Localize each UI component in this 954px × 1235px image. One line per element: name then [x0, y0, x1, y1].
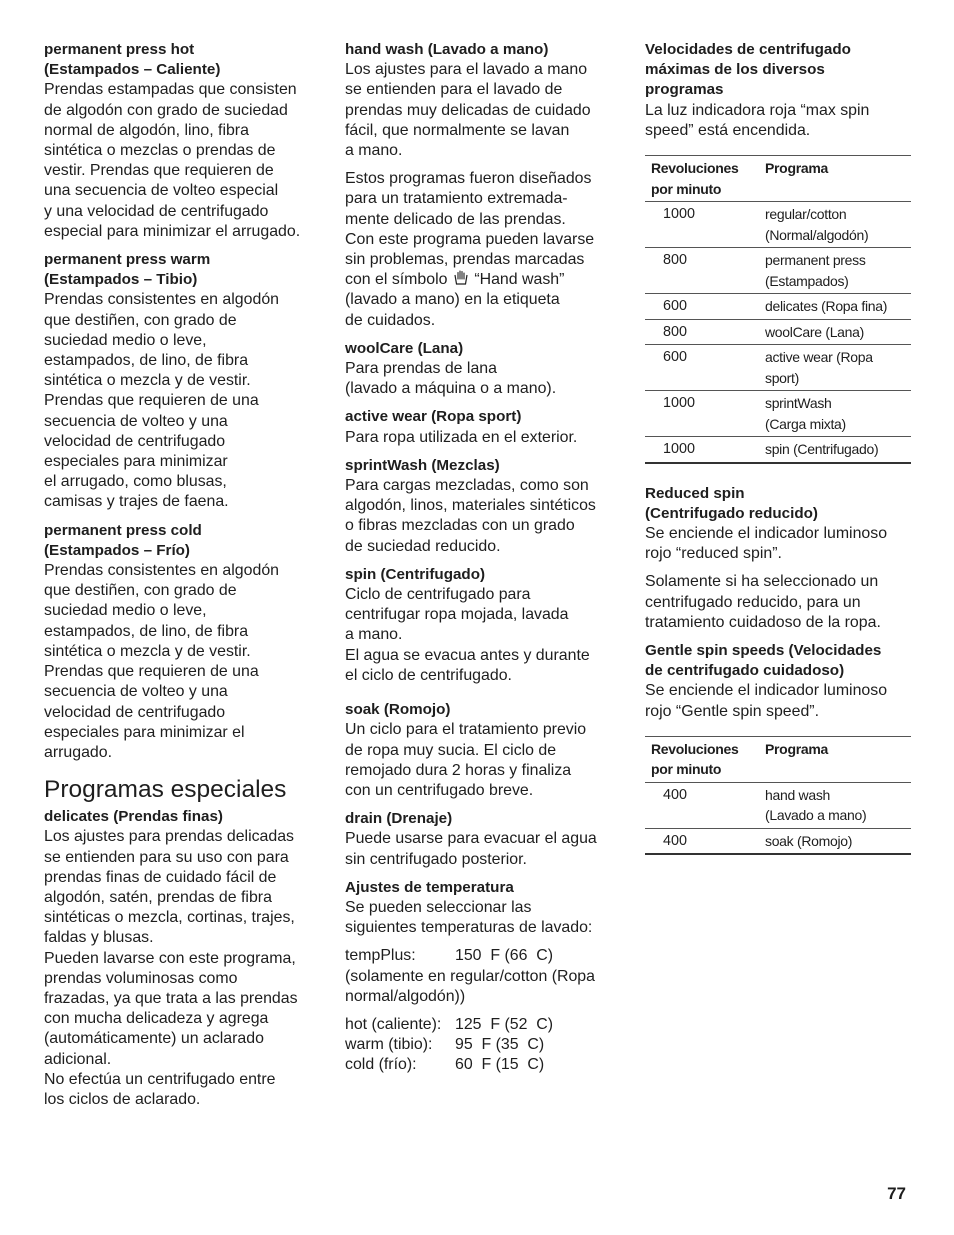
symbol-text-before: con el símbolo — [345, 271, 448, 289]
section-drain — [345, 809, 613, 870]
heading-max-spin — [645, 40, 911, 101]
text-line: Para cargas mezcladas, como son — [345, 477, 589, 495]
rpm-cell: 1000 — [645, 202, 749, 248]
text-line: sintética o mezcla y de vestir. — [44, 642, 251, 660]
heading-permanent-press-warm — [44, 250, 316, 290]
temperature-value: 125 F (52 C) — [455, 1015, 554, 1033]
heading-active-wear: active wear (Ropa sport) — [345, 408, 522, 426]
programa-cell — [749, 345, 911, 391]
text-line: suciedad medio o leve, — [44, 602, 207, 620]
text-line: Reduced spin — [645, 484, 745, 502]
body-woolcare — [345, 359, 613, 399]
section-permanent-press-cold — [44, 521, 316, 763]
text-line: Para prendas de lana — [345, 360, 497, 378]
rpm-cell: 600 — [645, 294, 749, 320]
tempplus-note — [345, 967, 613, 1007]
text-line: remojado dura 2 horas y finaliza — [345, 761, 572, 779]
header-programa: Programa — [749, 156, 911, 202]
text-line: adicional. — [44, 1050, 112, 1068]
text-line: a mano. — [345, 142, 403, 160]
text-line: frazadas, ya que trata a las prendas — [44, 989, 298, 1007]
section-max-spin — [645, 40, 911, 141]
gentle-spin-table — [645, 736, 911, 856]
text-line: (lavado a mano) en la etiqueta — [345, 291, 560, 309]
section-hand-wash — [345, 40, 613, 331]
heading-line: permanent press hot — [44, 41, 195, 58]
temperature-label: hot (caliente): — [345, 1015, 442, 1033]
text-line: Solamente si ha seleccionado un — [645, 573, 879, 591]
text-line: algodón, satén, prendas de fibra — [44, 888, 272, 906]
body-max-spin — [645, 101, 911, 141]
hand-wash-symbol-line — [345, 270, 613, 290]
programa-line: (Lavado a mano) — [765, 807, 867, 824]
temperature-label: warm (tibio): — [345, 1036, 433, 1054]
text-line: se entienden para su uso con para — [44, 848, 289, 866]
heading-line: (Estampados – Tibio) — [44, 271, 198, 289]
text-line: Velocidades de centrifugado — [645, 41, 851, 58]
text-line: Prendas que requieren de una — [44, 392, 259, 410]
body-spin — [345, 585, 613, 686]
rpm-cell: 1000 — [645, 391, 749, 437]
text-line: arrugado. — [44, 743, 113, 761]
section-temperature — [345, 878, 613, 1076]
text-line: Un ciclo para el tratamiento previo — [345, 721, 587, 739]
programa-line: active wear (Ropa — [765, 349, 873, 366]
body-sprintwash — [345, 476, 613, 557]
programa-line: (Carga mixta) — [765, 415, 846, 432]
text-line: Pueden lavarse con este programa, — [44, 949, 296, 967]
text-line: suciedad medio o leve, — [44, 331, 207, 349]
programa-line: regular/cotton — [765, 206, 847, 223]
body-reduced-spin — [645, 524, 911, 564]
header-programa: Programa — [749, 736, 911, 782]
section-spin — [345, 565, 613, 686]
body-hand-wash — [345, 60, 613, 161]
text-line: Para ropa utilizada en el exterior. — [345, 428, 578, 446]
body-drain — [345, 829, 613, 869]
table-row — [645, 437, 911, 463]
section-active-wear — [345, 407, 613, 447]
text-line: Prendas consistentes en algodón — [44, 562, 279, 580]
text-line: Los ajustes para el lavado a mano — [345, 61, 588, 79]
text-line: programas — [645, 81, 724, 99]
text-line: Los ajustes para prendas delicadas — [44, 828, 294, 846]
tempplus-row — [345, 946, 613, 966]
text-line: y una velocidad de centrifugado — [44, 202, 269, 220]
programa-cell — [749, 437, 911, 463]
table-row — [645, 294, 911, 320]
text-line: La luz indicadora roja “max spin — [645, 101, 870, 119]
heading-temperature: Ajustes de temperatura — [345, 878, 514, 896]
text-line: secuencia de volteo y una — [44, 683, 228, 701]
section-title-programas-especiales: Programas especiales — [44, 776, 287, 804]
table-row — [645, 345, 911, 391]
text-line: (solamente en regular/cotton (Ropa — [345, 967, 595, 985]
body-gentle-spin — [645, 681, 911, 721]
text-line: una secuencia de volteo especial — [44, 182, 279, 200]
heading-delicates: delicates (Prendas finas) — [44, 808, 223, 826]
text-line: Con este programa pueden lavarse — [345, 230, 595, 248]
rpm-cell: 800 — [645, 319, 749, 345]
body-lines — [345, 169, 613, 270]
temperature-value: 95 F (35 C) — [455, 1036, 545, 1054]
programa-cell — [749, 319, 911, 345]
text-line: sintética o mezcla y de vestir. — [44, 372, 251, 390]
heading-reduced-spin — [645, 484, 911, 524]
programa-line: spin (Centrifugado) — [765, 441, 879, 458]
text-line: normal de algodón, lino, fibra — [44, 121, 249, 139]
text-line: secuencia de volteo y una — [44, 412, 228, 430]
text-line: (automáticamente) un aclarado — [44, 1030, 264, 1048]
text-line: especiales para minimizar el — [44, 723, 245, 741]
column-2 — [345, 40, 613, 1084]
table-row — [645, 248, 911, 294]
text-line: especiales para minimizar — [44, 453, 228, 471]
body-soak — [345, 720, 613, 801]
table-row — [645, 828, 911, 854]
text-line: Se enciende el indicador luminoso — [645, 524, 888, 542]
text-line: máximas de los diversos — [645, 61, 825, 79]
temperature-label: cold (frío): — [345, 1056, 417, 1074]
table-row — [645, 319, 911, 345]
text-line: camisas y trajes de faena. — [44, 493, 229, 511]
text-line: o fibras mezcladas con un grado — [345, 517, 575, 535]
text-line: prendas muy delicadas de cuidado — [345, 101, 591, 119]
text-line: tratamiento cuidadoso de la ropa. — [645, 613, 881, 631]
column-1 — [44, 40, 316, 1118]
page-number: 77 — [887, 1184, 906, 1203]
body-reduced-spin-2 — [645, 572, 911, 633]
heading-spin: spin (Centrifugado) — [345, 565, 486, 583]
text-line: de centrifugado cuidadoso) — [645, 662, 845, 680]
temperature-list — [345, 1015, 613, 1076]
text-line: Estos programas fueron diseñados — [345, 170, 592, 188]
body-active-wear — [345, 428, 613, 448]
text-line: centrifugado reducido, para un — [645, 593, 861, 611]
body-temperature — [345, 898, 613, 938]
section-permanent-press-hot — [44, 40, 316, 242]
tempplus-label: tempPlus: — [345, 947, 416, 965]
body-delicates — [44, 827, 316, 1110]
text-line: centrifugar ropa mojada, lavada — [345, 606, 569, 624]
text-line: faldas y blusas. — [44, 929, 154, 947]
programa-cell — [749, 202, 911, 248]
text-line: Prendas estampadas que consisten — [44, 81, 297, 99]
text-line: siguientes temperaturas de lavado: — [345, 919, 593, 937]
programa-cell — [749, 248, 911, 294]
text-line: (lavado a máquina o a mano). — [345, 380, 557, 398]
heading-woolcare: woolCare (Lana) — [345, 339, 464, 357]
text-line: sin centrifugado posterior. — [345, 850, 527, 868]
rpm-cell: 1000 — [645, 437, 749, 463]
section-woolcare — [345, 339, 613, 400]
symbol-text-after: “Hand wash” — [474, 271, 565, 289]
text-line: a mano. — [345, 626, 403, 644]
heading-line: permanent press cold — [44, 521, 202, 539]
text-line: prendas voluminosas como — [44, 969, 238, 987]
programa-cell — [749, 391, 911, 437]
section-permanent-press-warm — [44, 250, 316, 513]
heading-sprintwash: sprintWash (Mezclas) — [345, 456, 500, 474]
text-line: sin problemas, prendas marcadas — [345, 251, 585, 269]
column-3 — [645, 40, 911, 855]
heading-permanent-press-cold — [44, 521, 316, 561]
text-line: Ciclo de centrifugado para — [345, 586, 531, 604]
text-line: mente delicado de las prendas. — [345, 210, 566, 228]
text-line: velocidad de centrifugado — [44, 432, 226, 450]
temperature-value: 60 F (15 C) — [455, 1056, 545, 1074]
text-line: Prendas consistentes en algodón — [44, 291, 279, 309]
text-line: con un centrifugado breve. — [345, 781, 534, 799]
tempplus-value: 150 F (66 C) — [455, 947, 554, 965]
programa-line: sprintWash — [765, 395, 832, 412]
programa-line: (Normal/algodón) — [765, 226, 869, 243]
programa-line: woolCare (Lana) — [765, 323, 864, 340]
section-delicates — [44, 807, 316, 1110]
text-line: normal/algodón)) — [345, 987, 466, 1005]
temperature-row — [345, 1015, 613, 1035]
tempplus-block — [345, 946, 613, 1007]
text-line: algodón, linos, materiales sintéticos — [345, 497, 596, 515]
programa-cell — [749, 828, 911, 854]
programa-cell — [749, 294, 911, 320]
text-line: vestir. Prendas que requieren de — [44, 162, 274, 180]
text-line: de suciedad reducido. — [345, 537, 501, 555]
rpm-cell: 400 — [645, 828, 749, 854]
heading-line: (Estampados – Caliente) — [44, 61, 221, 79]
body-lines — [345, 290, 613, 330]
text-line: sintéticas o mezcla, cortinas, trajes, — [44, 909, 295, 927]
text-line: de algodón con grado de suciedad — [44, 101, 288, 119]
hand-wash-icon — [454, 270, 468, 285]
section-sprintwash — [345, 456, 613, 557]
body-permanent-press-warm — [44, 290, 316, 512]
text-line: el arrugado, como blusas, — [44, 473, 227, 491]
text-line: Se enciende el indicador luminoso — [645, 682, 888, 700]
heading-hand-wash: hand wash (Lavado a mano) — [345, 41, 549, 58]
heading-drain: drain (Drenaje) — [345, 810, 453, 828]
programa-line: hand wash — [765, 786, 831, 803]
text-line: El agua se evacua antes y durante — [345, 646, 590, 664]
text-line: se entienden para el lavado de — [345, 81, 563, 99]
table-header-row — [645, 156, 911, 202]
text-line: de ropa muy sucia. El ciclo de — [345, 741, 557, 759]
heading-gentle-spin — [645, 641, 911, 681]
text-line: de cuidados. — [345, 311, 436, 329]
section-soak — [345, 700, 613, 801]
text-line: sintética o mezclas o prendas de — [44, 142, 276, 160]
section-gentle-spin — [645, 641, 911, 722]
text-line: speed” está encendida. — [645, 121, 811, 139]
text-line: Prendas que requieren de una — [44, 663, 259, 681]
heading-permanent-press-hot — [44, 40, 316, 80]
rpm-cell: 400 — [645, 782, 749, 828]
text-line: los ciclos de aclarado. — [44, 1090, 201, 1108]
text-line: especial para minimizar el arrugado. — [44, 222, 301, 240]
table-header-row — [645, 736, 911, 782]
text-line: No efectúa un centrifugado entre — [44, 1070, 276, 1088]
text-line: estampados, de lino, de fibra — [44, 622, 249, 640]
text-line: Se pueden seleccionar las — [345, 898, 532, 916]
text-line: que destiñen, con grado de — [44, 311, 237, 329]
programa-line: permanent press — [765, 252, 866, 269]
text-line: Gentle spin speeds (Velocidades — [645, 641, 882, 659]
text-line: rojo “reduced spin”. — [645, 545, 782, 563]
body-permanent-press-hot — [44, 80, 316, 242]
temperature-row — [345, 1055, 613, 1075]
text-line: Puede usarse para evacuar el agua — [345, 830, 597, 848]
header-rpm: Revoluciones por minuto — [645, 736, 749, 782]
text-line: prendas finas de cuidado fácil de — [44, 868, 277, 886]
programa-cell — [749, 782, 911, 828]
heading-line: permanent press warm — [44, 251, 211, 269]
rpm-cell: 600 — [645, 345, 749, 391]
text-line: para un tratamiento extremada- — [345, 190, 568, 208]
heading-soak: soak (Romojo) — [345, 701, 451, 719]
table-row — [645, 782, 911, 828]
text-line: estampados, de lino, de fibra — [44, 352, 249, 370]
text-line: velocidad de centrifugado — [44, 703, 226, 721]
programa-line: sport) — [765, 369, 799, 386]
programa-line: (Estampados) — [765, 272, 849, 289]
programa-line: soak (Romojo) — [765, 832, 853, 849]
text-line: (Centrifugado reducido) — [645, 504, 818, 522]
text-line: fácil, que normalmente se lavan — [345, 121, 570, 139]
body-hand-wash-2 — [345, 169, 613, 331]
body-permanent-press-cold — [44, 561, 316, 763]
max-spin-table — [645, 155, 911, 464]
temperature-row — [345, 1035, 613, 1055]
rpm-cell: 800 — [645, 248, 749, 294]
text-line: el ciclo de centrifugado. — [345, 666, 512, 684]
heading-line: (Estampados – Frío) — [44, 541, 190, 559]
text-line: con mucha delicadeza y agrega — [44, 1010, 269, 1028]
header-rpm: Revoluciones por minuto — [645, 156, 749, 202]
text-line: rojo “Gentle spin speed”. — [645, 702, 820, 720]
section-reduced-spin — [645, 484, 911, 633]
text-line: que destiñen, con grado de — [44, 582, 237, 600]
table-row — [645, 202, 911, 248]
programa-line: delicates (Ropa fina) — [765, 298, 888, 315]
table-row — [645, 391, 911, 437]
